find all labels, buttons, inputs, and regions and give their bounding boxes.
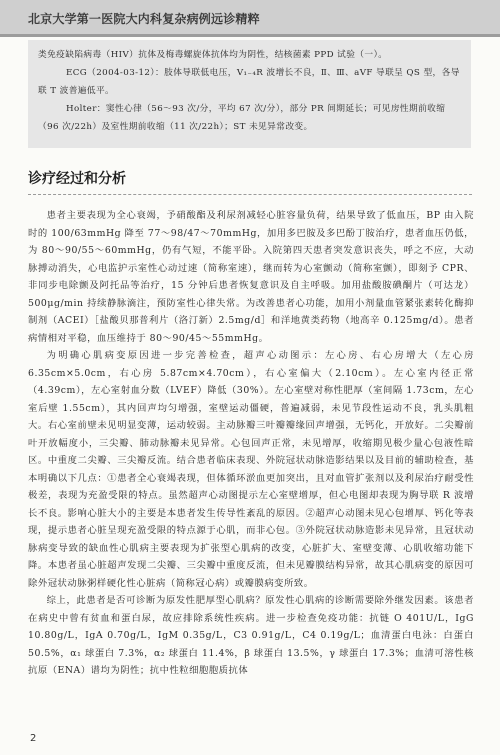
- section-title: 诊疗经过和分析: [28, 171, 126, 187]
- holter-line: Holter：窦性心律（56～93 次/分，平均 67 次/分），部分 PR 间期延长；可见房性期前收缩（96 次/22h）及室性期前收缩（11 次/22h）；ST 未见异常改变。: [38, 104, 446, 132]
- serology-line: 类免疫缺陷病毒（HIV）抗体及梅毒螺旋体抗体均为阴性，结核菌素 PPD 试验（一）。: [38, 50, 388, 60]
- ecg-line: ECG（2004-03-12）：肢体导联低电压，V₁₋₄R 波增长不良，Ⅱ、Ⅲ、aVF 导联呈 QS 型，各导联 T 波普遍低平。: [38, 68, 460, 96]
- main-text: [28, 207, 474, 680]
- book-title: 北京大学第一医院大内科复杂病例远诊精粹: [28, 12, 260, 26]
- paragraph-echo-analysis: 为明确心肌病变原因进一步完善检查，超声心动图示：左心房、右心房增大（左心房 6.35cm×5.0cm，右心房 5.87cm×4.70cm），右心室偏大（2.10cm）。左心室内径正常（4.39cm），左心室射血分数（LVEF）降低（30%）。左心室壁对称性肥厚（室间隔 1.73cm，左心室后壁 1.55cm），其内回声均匀增强，室壁运动僵硬，普遍减弱，未见节段性运动不良，乳头肌粗大。右心室前壁未见明显变薄，运动较弱。主动脉瓣三叶瓣瓣缘回声增强，无钙化，开放好。二尖瓣前叶开放幅度小，三尖瓣、肺动脉瓣未见异常。心包回声正常，未见增厚，收缩期见极少量心包液性暗区。中重度二尖瓣、三尖瓣反流。结合患者临床表现、外院冠状动脉造影结果以及目前的辅助检查，基本明确以下几点：①患者全心衰竭表现，但体循环淤血更加突出，且对血管扩张剂以及利尿治疗耐受性极差，表现为充盈受限的特点。虽然超声心动图提示左心室壁增厚，但心电图却表现为胸导联 R 波增长不良。影响心脏大小的主要是本患者发生传导性紊乱的原因。②超声心动图未见心包增厚、钙化等表现，提示患者心脏呈现充盈受限的特点源于心肌，而非心包。③外院冠状动脉造影未见异常，且冠状动脉病变导致的缺血性心肌病主要表现为扩张型心肌病的改变，心脏扩大、室壁变薄、心肌收缩功能下降。本患者虽心脏超声发现二尖瓣、三尖瓣中重度反流，但未见瓣膜结构异常，故其心肌病变的原因可除外冠状动脉粥样硬化性心脏病（简称冠心病）或瓣膜病变所致。: [28, 350, 474, 589]
- header-divider: [0, 34, 500, 37]
- section-divider: [28, 194, 472, 195]
- page-number: 2: [30, 733, 37, 744]
- running-header: [0, 0, 500, 34]
- section-heading: [28, 168, 472, 188]
- paragraph-differential: 综上，此患者是否可诊断为原发性肥厚型心肌病？原发性心肌病的诊断需要除外继发因素。该患者在病史中曾有贫血和蛋白尿，故应排除系统性疾病。进一步检查免疫功能：抗链 O 401U/L，IgG 10.80g/L，IgA 0.70g/L，IgM 0.35g/L，C3 0.91g/L，C4 0.19g/L；血清蛋白电泳：白蛋白 50.5%，α₁ 球蛋白 7.3%，α₂ 球蛋白 11.4%，β 球蛋白 13.5%，γ 球蛋白 17.3%；血清可溶性核抗原（ENA）谱均为阴性；抗中性粒细胞胞质抗体: [28, 595, 474, 676]
- lab-results-box: [28, 40, 471, 148]
- paragraph-treatment-course: 患者主要表现为全心衰竭，予硝酸酯及利尿剂减轻心脏容量负荷，结果导致了低血压，BP 由入院时的 100/63mmHg 降至 77～98/47～70mmHg，加用多巴胺及多巴酚丁胺治疗，患者血压仍低，为 80～90/55～60mmHg，仍有气短，不能平卧。入院第四天患者突发意识丧失，呼之不应，大动脉搏动消失，心电监护示室性心动过速（简称室速），继而转为心室颤动（简称室颤），即刻予 CPR、非同步电除颤及阿托品等治疗，15 分钟后患者恢复意识及自主呼吸。加用盐酸胺碘酮片（可达龙）500μg/min 持续静脉滴注，预防室性心律失常。为改善患者心功能，加用小剂量血管紧张素转化酶抑制剂（ACEI）［盐酸贝那普利片（洛汀新）2.5mg/d］和洋地黄类药物（地高辛 0.125mg/d）。患者病情相对平稳，血压维持于 80～90/45～55mmHg。: [28, 210, 474, 344]
